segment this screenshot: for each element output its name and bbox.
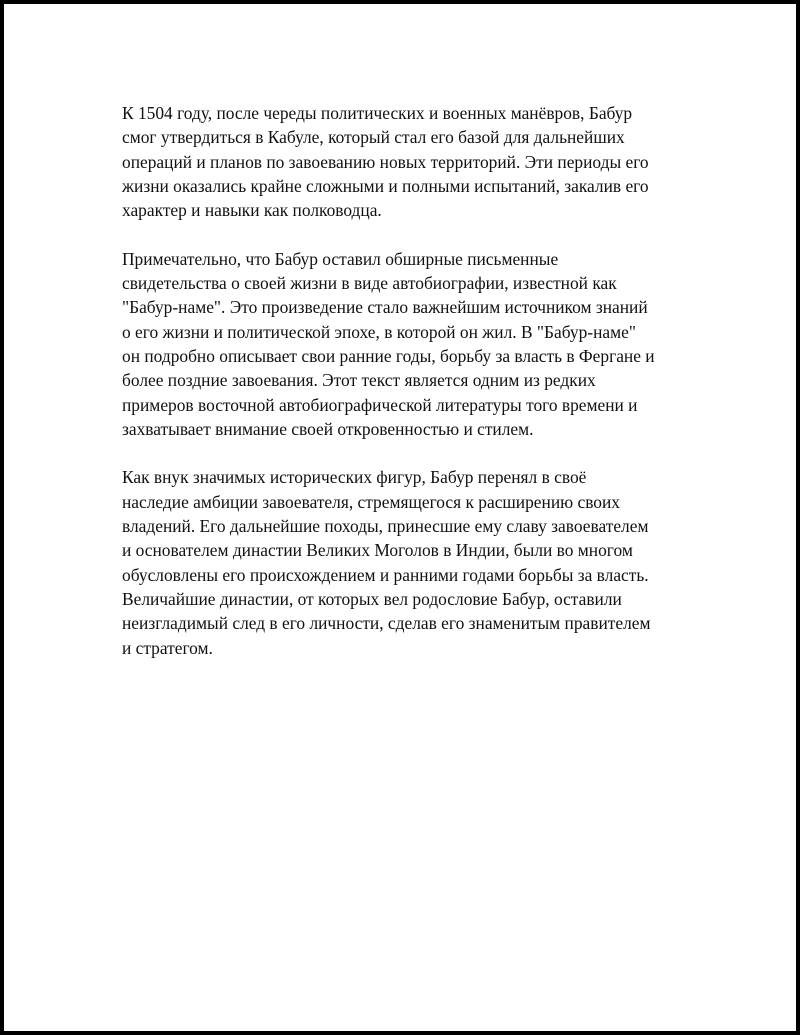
paragraph-2: [122, 247, 697, 441]
paragraph-line: и стратегом.: [122, 637, 213, 658]
paragraph-line: Величайшие династии, от которых вел родословие Бабур, оставили: [122, 588, 622, 609]
paragraph-line: примеров восточной автобиографической литературы того времени и: [122, 394, 638, 415]
paragraph-line: неизгладимый след в его личности, сделав его знаменитым правителем: [122, 613, 651, 634]
paragraph-line: более поздние завоевания. Этот текст является одним из редких: [122, 370, 596, 391]
paragraph-line: и основателем династии Великих Моголов в Индии, были во многом: [122, 540, 633, 561]
paragraph-line: К 1504 году, после череды политических и военных манёвров, Бабур: [122, 103, 633, 123]
paragraph-line: жизни оказались крайне сложными и полными испытаний, закалив его: [122, 175, 649, 196]
paragraph-line: Как внук значимых исторических фигур, Бабур перенял в своё: [122, 467, 587, 488]
paragraph-line: он подробно описывает свои ранние годы, борьбу за власть в Фергане и: [122, 345, 655, 366]
paragraph-1: [122, 101, 697, 222]
paragraph-line: обусловлены его происхождением и ранними годами борьбы за власть.: [122, 564, 649, 585]
paragraph-line: Примечательно, что Бабур оставил обширные письменные: [122, 248, 559, 269]
paragraph-line: владений. Его дальнейшие походы, принесшие ему славу завоевателем: [122, 516, 649, 537]
paragraph-line: наследие амбиции завоевателя, стремящегося к расширению своих: [122, 491, 620, 512]
paragraph-line: свидетельства о своей жизни в виде автобиографии, известной как: [122, 273, 617, 294]
paragraph-line: "Бабур-наме". Это произведение стало важнейшим источником знаний: [122, 297, 648, 318]
paragraph-3: [122, 465, 697, 659]
paragraph-line: смог утвердиться в Кабуле, который стал его базой для дальнейших: [122, 127, 625, 148]
document-body: [122, 101, 697, 684]
paragraph-line: захватывает внимание своей откровенностью и стилем.: [122, 418, 534, 439]
paragraph-line: операций и планов по завоеванию новых территорий. Эти периоды его: [122, 151, 649, 172]
paragraph-line: о его жизни и политической эпохе, в которой он жил. В "Бабур-наме": [122, 321, 636, 342]
paragraph-line: характер и навыки как полководца.: [122, 200, 382, 221]
